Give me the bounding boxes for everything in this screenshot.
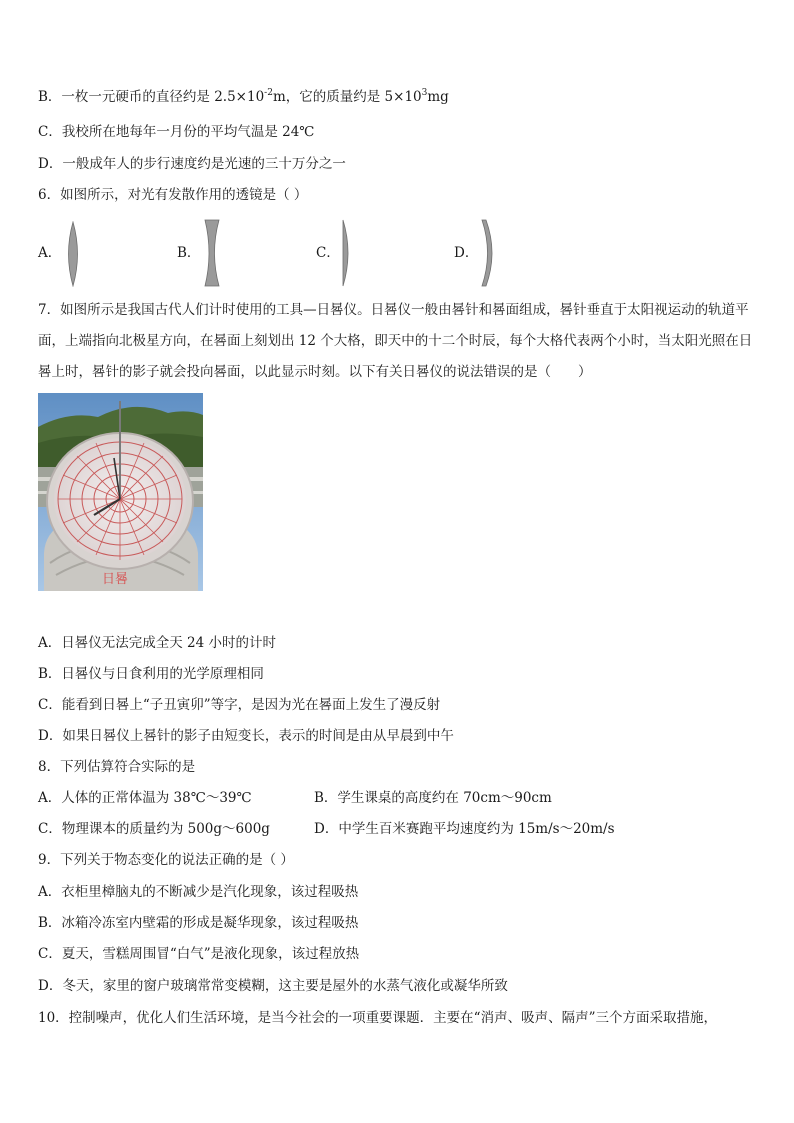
q8-stem: 8．下列估算符合实际的是	[38, 759, 196, 775]
q7-option-a: A．日晷仪无法完成全天 24 小时的计时	[38, 635, 277, 651]
q6-option-a-label: A．	[38, 245, 62, 261]
sundial-caption: 日晷	[102, 572, 129, 587]
q7-option-d: D．如果日晷仪上晷针的影子由短变长，表示的时间是由从早晨到中午	[38, 728, 454, 744]
q6-stem: 6．如图所示，对光有发散作用的透镜是（ ）	[38, 187, 308, 203]
q9-option-b: B．冰箱冷冻室内壁霜的形成是凝华现象，该过程吸热	[38, 915, 359, 931]
plano-convex-lens-icon	[340, 219, 354, 287]
q8-option-a: A．人体的正常体温为 38℃～39℃	[38, 790, 252, 806]
q5-option-b: B．一枚一元硬币的直径约是 $2.5\times 10^{-2}m$，它的质量约是 $5\times 10^3mg$	[38, 88, 449, 105]
q10-stem: 10．控制噪声，优化人们生活环境，是当今社会的一项重要课题．主要在“消声、吸声、隔声”三个方面采取措施，	[38, 1010, 717, 1026]
q9-option-a: A．衣柜里樟脑丸的不断减少是汽化现象，该过程吸热	[38, 884, 359, 900]
biconvex-lens-icon	[64, 221, 82, 287]
q5-option-c: C．我校所在地每年一月份的平均气温是 24℃	[38, 124, 315, 140]
q6-option-b-label: B．	[177, 245, 201, 261]
q7-option-c: C．能看到日晷上“子丑寅卯”等字，是因为光在晷面上发生了漫反射	[38, 697, 441, 713]
biconcave-lens-icon	[203, 219, 221, 287]
q9-stem: 9．下列关于物态变化的说法正确的是（ ）	[38, 852, 294, 868]
q7-stem: 7．如图所示是我国古代人们计时使用的工具—日晷仪。日晷仪一般由晷针和晷面组成，晷针垂直于太阳视运动的轨道平面，上端指向北极星方向，在晷面上刻划出 12 个大格，即天中的十二个时辰，每个大格代表两个小时，当太阳光照在日晷上时，晷针的影子就会投向晷面，以此显示时刻。以下有关日晷仪的说法错误的是（ ）	[38, 302, 753, 380]
plano-concave-lens-icon	[480, 219, 498, 287]
q7-option-b: B．日晷仪与日食利用的光学原理相同	[38, 666, 264, 682]
q8-option-d: D．中学生百米赛跑平均速度约为 15m/s～20m/s	[314, 821, 615, 837]
sundial-photo	[38, 393, 203, 591]
q9-option-c: C．夏天，雪糕周围冒“白气”是液化现象，该过程放热	[38, 946, 360, 962]
q6-option-d-label: D．	[454, 245, 479, 261]
q8-option-c: C．物理课本的质量约为 500g～600g	[38, 821, 270, 837]
q9-option-d: D．冬天，家里的窗户玻璃常常变模糊，这主要是屋外的水蒸气液化或凝华所致	[38, 978, 508, 994]
q8-option-b: B．学生课桌的高度约在 70cm～90cm	[314, 790, 552, 806]
q6-option-c-label: C．	[316, 245, 340, 261]
q5-option-d: D．一般成年人的步行速度约是光速的三十万分之一	[38, 156, 346, 172]
